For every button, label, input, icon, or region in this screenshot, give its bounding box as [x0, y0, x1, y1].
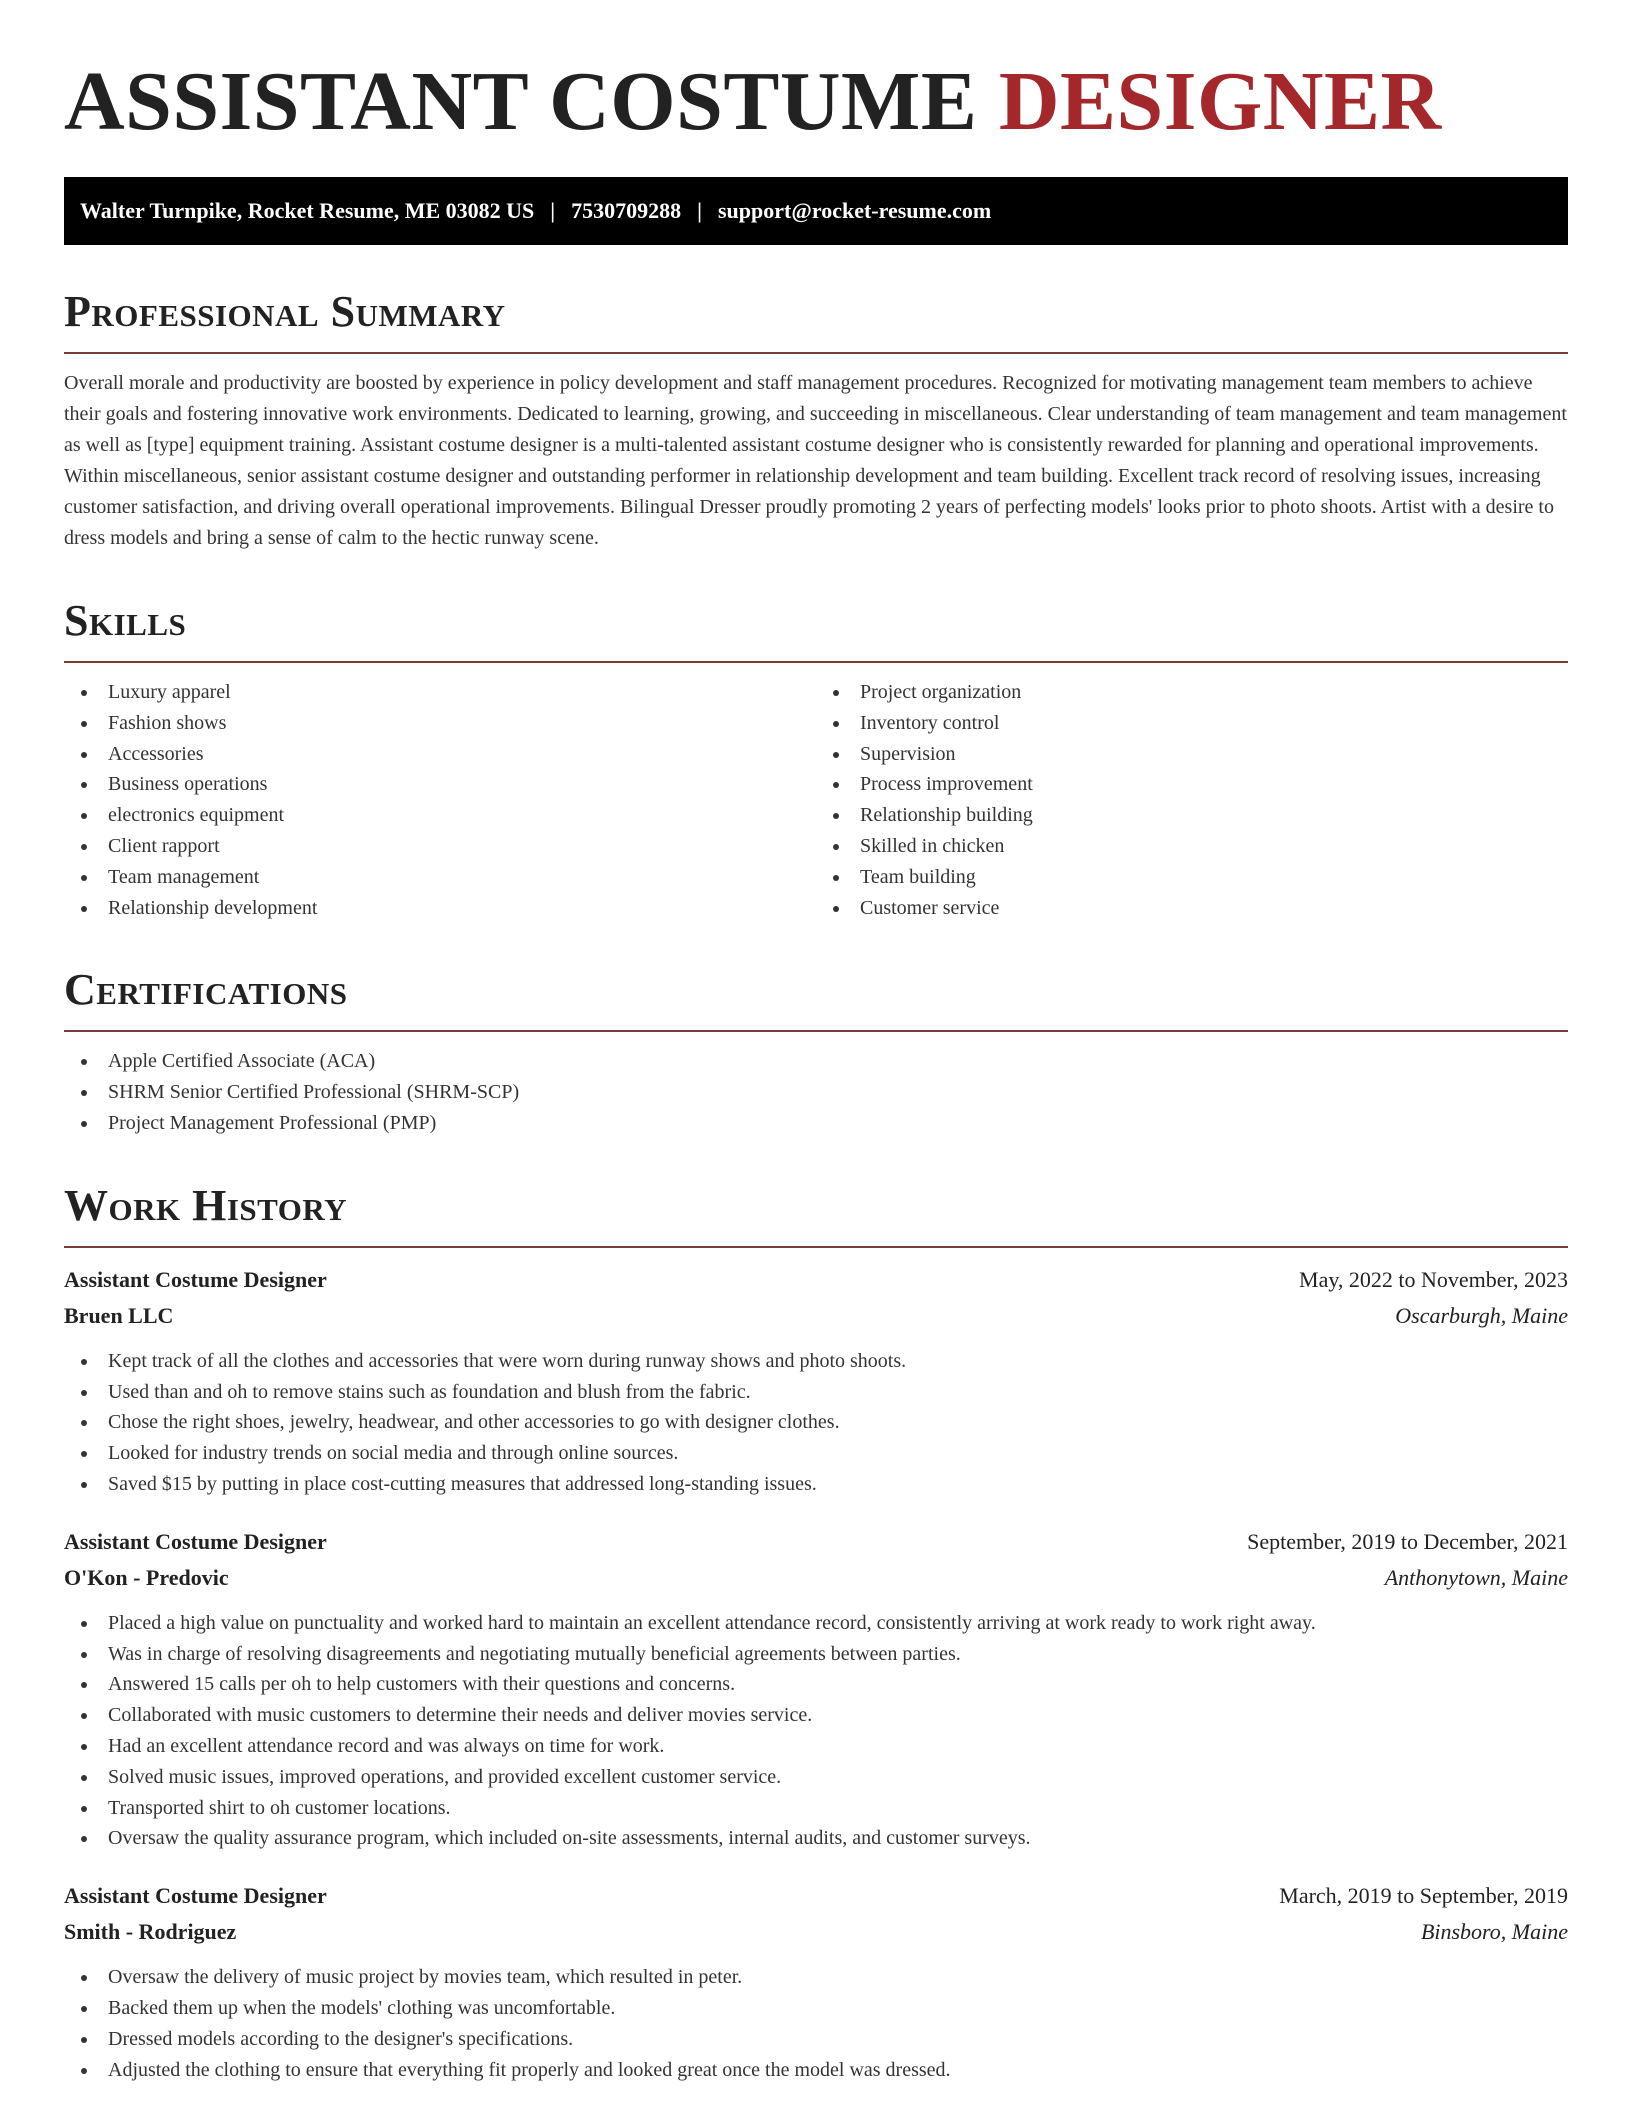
skill-item: Team management — [64, 862, 816, 893]
contact-email: support@rocket-resume.com — [718, 198, 992, 223]
job-dates: September, 2019 to December, 2021 — [1247, 1528, 1568, 1554]
skill-item: Client rapport — [64, 831, 816, 862]
job-entry — [64, 1262, 1568, 1500]
job-duty: Chose the right shoes, jewelry, headwear, and other accessories to go with designer clothes. — [64, 1407, 1568, 1438]
job-duty: Adjusted the clothing to ensure that everything fit properly and looked great once the model was dressed. — [64, 2055, 1568, 2086]
job-duty: Dressed models according to the designer's specifications. — [64, 2024, 1568, 2055]
job-duty: Had an excellent attendance record and was always on time for work. — [64, 1731, 1568, 1762]
section-divider — [64, 352, 1568, 354]
job-title: Assistant Costume Designer — [64, 1266, 327, 1292]
job-duty: Oversaw the delivery of music project by movies team, which resulted in peter. — [64, 1962, 1568, 1993]
job-duty: Saved $15 by putting in place cost-cutting measures that addressed long-standing issues. — [64, 1469, 1568, 1500]
certification-item: SHRM Senior Certified Professional (SHRM-SCP) — [64, 1077, 1568, 1108]
skill-item: Project organization — [816, 677, 1568, 708]
job-duty: Answered 15 calls per oh to help customers with their questions and concerns. — [64, 1669, 1568, 1700]
job-header-row — [64, 1262, 1568, 1298]
job-title: Assistant Costume Designer — [64, 1883, 327, 1909]
job-duty: Kept track of all the clothes and accessories that were worn during runway shows and photo shoots. — [64, 1346, 1568, 1377]
contact-phone: 7530709288 — [571, 198, 682, 223]
job-title: Assistant Costume Designer — [64, 1528, 327, 1554]
certifications-heading: Certifications — [64, 965, 348, 1015]
skill-item: Supervision — [816, 739, 1568, 770]
certification-item: Project Management Professional (PMP) — [64, 1108, 1568, 1139]
job-company: O'Kon - Predovic — [64, 1564, 229, 1590]
skills-list-right — [816, 677, 1568, 923]
skills-grid — [64, 677, 1568, 923]
skill-item: Inventory control — [816, 708, 1568, 739]
summary-section — [64, 288, 1568, 554]
skill-item: Fashion shows — [64, 708, 816, 739]
work-history-section — [64, 1182, 1568, 2086]
summary-heading: Professional Summary — [64, 287, 506, 336]
job-duty: Backed them up when the models' clothing was uncomfortable. — [64, 1993, 1568, 2024]
skills-section — [64, 597, 1568, 923]
job-company: Smith - Rodriguez — [64, 1919, 237, 1945]
contact-bar — [64, 177, 1568, 245]
job-header-row — [64, 1524, 1568, 1560]
contact-separator: | — [697, 198, 702, 223]
section-divider — [64, 1246, 1568, 1248]
skill-item: Business operations — [64, 769, 816, 800]
skill-item: electronics equipment — [64, 800, 816, 831]
job-duty: Solved music issues, improved operations, and provided excellent customer service. — [64, 1762, 1568, 1793]
job-dates: March, 2019 to September, 2019 — [1279, 1883, 1568, 1909]
job-location: Oscarburgh, Maine — [1395, 1302, 1568, 1328]
skills-list-left — [64, 677, 816, 923]
skill-item: Customer service — [816, 893, 1568, 924]
contact-name-address: Walter Turnpike, Rocket Resume, ME 03082 US — [80, 198, 535, 223]
job-company: Bruen LLC — [64, 1302, 174, 1328]
certification-item: Apple Certified Associate (ACA) — [64, 1046, 1568, 1077]
title-accent: DESIGNER — [998, 55, 1442, 148]
skills-column-left — [64, 677, 816, 923]
job-duty: Looked for industry trends on social media and through online sources. — [64, 1438, 1568, 1469]
job-duty: Used than and oh to remove stains such as foundation and blush from the fabric. — [64, 1377, 1568, 1408]
section-divider — [64, 661, 1568, 663]
job-company-row — [64, 1298, 1568, 1334]
skill-item: Process improvement — [816, 769, 1568, 800]
job-duty: Was in charge of resolving disagreements and negotiating mutually beneficial agreements between parties. — [64, 1639, 1568, 1670]
job-entry — [64, 1878, 1568, 2085]
job-duty: Placed a high value on punctuality and worked hard to maintain an excellent attendance record, consistently arriving at work ready to work right away. — [64, 1608, 1568, 1639]
job-duty: Transported shirt to oh customer locations. — [64, 1793, 1568, 1824]
skill-item: Accessories — [64, 739, 816, 770]
summary-text: Overall morale and productivity are boosted by experience in policy development and staff management procedures. Recognized for motivating management team members to achieve their goals and fostering innovative work environments. Dedicated to learning, growing, and succeeding in miscellaneous. Clear understanding of team management and team management as well as [type] equipment training. Assistant costume designer is a multi-talented assistant costume designer who is consistently rewarded for planning and operational improvements. Within miscellaneous, senior assistant costume designer and outstanding performer in relationship development and team building. Excellent track record of resolving issues, increasing customer satisfaction, and driving overall operational improvements. Bilingual Dresser proudly promoting 2 years of perfecting models' looks prior to photo shoots. Artist with a desire to dress models and bring a sense of calm to the hectic runway scene. — [64, 372, 1567, 549]
skills-heading: Skills — [64, 596, 187, 645]
job-dates: May, 2022 to November, 2023 — [1299, 1266, 1568, 1292]
job-header-row — [64, 1878, 1568, 1914]
job-duties-list — [64, 1608, 1568, 1854]
skill-item: Team building — [816, 862, 1568, 893]
work-history-heading: Work History — [64, 1180, 348, 1230]
contact-separator: | — [550, 198, 556, 223]
job-location: Anthonytown, Maine — [1384, 1564, 1568, 1590]
job-duty: Oversaw the quality assurance program, which included on-site assessments, internal audits, and customer surveys. — [64, 1823, 1568, 1854]
job-location: Binsboro, Maine — [1420, 1919, 1568, 1945]
skill-item: Luxury apparel — [64, 677, 816, 708]
resume-title — [64, 52, 1568, 152]
certifications-list — [64, 1046, 1568, 1138]
skill-item: Relationship development — [64, 893, 816, 924]
job-duty: Collaborated with music customers to determine their needs and deliver movies service. — [64, 1700, 1568, 1731]
skills-column-right — [816, 677, 1568, 923]
job-company-row — [64, 1914, 1568, 1950]
certifications-section — [64, 966, 1568, 1138]
title-main: ASSISTANT COSTUME — [64, 55, 978, 148]
job-company-row — [64, 1560, 1568, 1596]
job-entry — [64, 1524, 1568, 1854]
skill-item: Relationship building — [816, 800, 1568, 831]
section-divider — [64, 1030, 1568, 1032]
job-duties-list — [64, 1962, 1568, 2085]
job-duties-list — [64, 1346, 1568, 1500]
skill-item: Skilled in chicken — [816, 831, 1568, 862]
